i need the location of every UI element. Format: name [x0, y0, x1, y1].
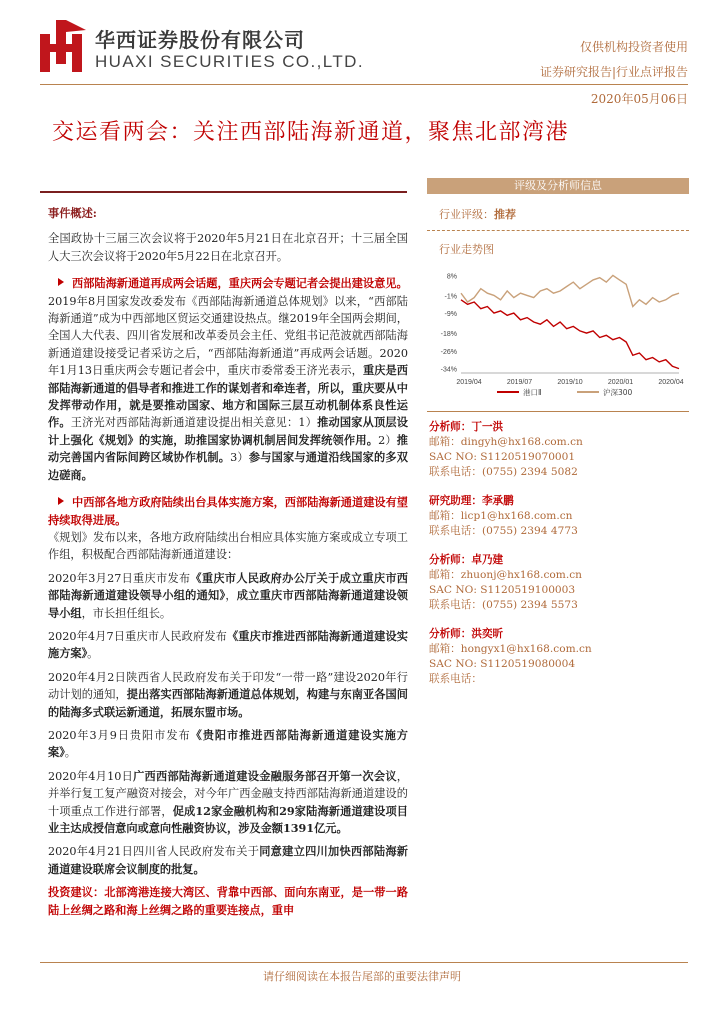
analyst-role: 分析师：洪奕昕 — [429, 628, 504, 640]
analyst-email[interactable]: 邮箱：licp1@hx168.com.cn — [429, 510, 573, 522]
text-span: 2020年4月7日重庆市人民政府发布 — [48, 629, 227, 643]
text-span: ，市长担任组长。 — [81, 606, 172, 620]
text-span: 3） — [230, 451, 249, 465]
analyst-phone: 联系电话：(0755) 2394 4773 — [429, 525, 578, 537]
investment-advice: 投资建议：北部湾港连接大湾区、背靠中西部、面向东南亚，是一带一路陆上丝绸之路和海上丝绸之路的重要连接点，重申 — [48, 885, 408, 917]
x-tick-label: 2020/04 — [658, 379, 684, 386]
summary-title: 事件概述: — [48, 206, 97, 220]
bold-span: 《重庆市人民政府办公厅关于成立重庆市西部陆海新通道建设领导小组的通知》 — [48, 570, 408, 603]
text-span: 。 — [64, 746, 76, 760]
text-span: 2） — [378, 433, 397, 447]
text-span: ， — [225, 589, 237, 603]
huaxi-logo-icon — [40, 20, 86, 72]
trend-chart — [427, 265, 689, 405]
bullet-1-body — [48, 293, 408, 484]
series-line-port — [461, 300, 679, 369]
bullet-title-2 — [48, 494, 408, 529]
rating-label: 行业评级： — [439, 208, 494, 221]
bold-span: 同意建立四川加快西部陆海新通道建设联席会议制度的批复。 — [48, 844, 408, 876]
left-column-divider — [40, 191, 407, 193]
bold-span: 重庆是西部陆海新通道的倡导者和推进工作的谋划者和牵连者，所以，重庆要从中发挥带动作用，就是要推动国家、地方和国际三层互动机制体系良性运作。 — [48, 363, 408, 430]
bold-span: 推动国家从顶层设计上强化《规划》的实施，助推国家协调机制居间发挥统领作用。 — [48, 415, 408, 447]
analyst-sac: SAC NO: S1120519080004 — [429, 658, 576, 670]
bold-span: 《贵阳市推进西部陆海新通道建设实施方案》 — [48, 727, 408, 760]
analyst-role: 分析师：丁一洪 — [429, 421, 504, 433]
analyst-email[interactable]: 邮箱：dingyh@hx168.com.cn — [429, 436, 583, 448]
audience-note: 仅供机构投资者使用 — [579, 40, 688, 54]
rating-header: 评级及分析师信息 — [427, 178, 689, 194]
analyst-role: 研究助理：李承鹏 — [429, 495, 514, 507]
legend-label: 沪深300 — [603, 388, 633, 397]
summary-text: 全国政协十三届三次会议将于2020年5月21日在北京召开；十三届全国人大三次会议将于2020年5月22日在北京召开。 — [48, 232, 408, 263]
bullet-2-intro: 《规划》发布以来，各地方政府陆续出台相应具体实施方案或成立专项工作组，积极配合西部陆海新通道建设： — [48, 530, 408, 562]
policy-item-5 — [48, 768, 408, 838]
bold-span: 促成12家金融机构和29家陆海新通道建设项目业主达成授信意向或意向性融资协议，涉及金额1391亿元。 — [48, 803, 408, 835]
legal-notice: 请仔细阅读在本报告尾部的重要法律声明 — [263, 970, 461, 983]
bullet-title-1 — [48, 275, 408, 292]
x-tick-label: 2019/04 — [456, 379, 482, 386]
y-tick-label: -18% — [440, 331, 457, 339]
triangle-bullet-icon — [58, 497, 64, 505]
analyst-phone: 联系电话：(0755) 2394 5573 — [429, 599, 578, 611]
y-tick-label: 8% — [446, 273, 457, 281]
analyst-block — [429, 494, 689, 539]
header-divider — [40, 84, 688, 85]
sidebar-divider — [427, 411, 689, 412]
x-tick-label: 2019/07 — [506, 379, 533, 386]
bold-span: 参与国家与通道沿线国家的多双边磋商。 — [48, 450, 408, 482]
report-title: 交运看两会：关注西部陆海新通道，聚焦北部湾港 — [52, 120, 570, 145]
footer-divider — [40, 962, 688, 963]
bold-span: 《重庆市推进西部陆海新通道建设实施方案》 — [48, 628, 408, 661]
report-date: 2020年05月06日 — [590, 92, 688, 106]
main-body — [48, 205, 408, 919]
text-span: 2020年3月27日重庆市发布 — [48, 571, 191, 585]
company-name-en: HUAXI SECURITIES CO.,LTD. — [95, 52, 364, 71]
bullet-title-1-text: 西部陆海新通道再成两会话题，重庆两会专题记者会提出建设意见。 — [72, 276, 408, 291]
x-tick-label: 2020/01 — [607, 379, 634, 386]
triangle-bullet-icon — [58, 278, 64, 286]
analyst-sac: SAC NO: S1120519070001 — [429, 451, 576, 463]
policy-item-3 — [48, 669, 408, 721]
analyst-role: 分析师：卓乃建 — [429, 554, 504, 566]
rating-value: 推荐 — [494, 208, 516, 221]
policy-item-4 — [48, 727, 408, 762]
text-span: 2020年4月2日陕西省人民政府发布关于印发“一带一路”建设2020年行动计划的通知， — [48, 670, 408, 702]
bold-span: 提出落实西部陆海新通道总体规划，构建与东南亚各国间的陆海多式联运新通道，拓展东盟市场。 — [48, 687, 408, 719]
analyst-block — [429, 420, 689, 480]
analyst-phone: 联系电话：(0755) 2394 5082 — [429, 466, 578, 478]
company-name-cn: 华西证券股份有限公司 — [95, 28, 305, 52]
text-span: 。 — [87, 647, 99, 661]
bold-span: 成立重庆市西部陆海新通道建设领导小组 — [48, 588, 408, 620]
policy-item-1 — [48, 570, 408, 622]
policy-item-6 — [48, 843, 408, 878]
series-line-hs300 — [461, 275, 679, 306]
bold-span: 推动完善国内省际间跨区域协作机制。 — [48, 432, 408, 465]
text-span: 2020年4月10日 — [48, 769, 134, 783]
text-span: ，并举行复工复产融资对接会，对今年广西金融支持西部陆海新通道建设的十项重点工作进行部署， — [48, 769, 408, 818]
y-tick-label: -26% — [440, 348, 457, 356]
text-span: 2019年8月国家发改委发布《西部陆海新通道总体规划》以来，“西部陆海新通道”成为中西部地区贸运交通建设热点。继2019年全国两会期间，全国人大代表、四川省发展和改革委员会主任、党组书记范波就西部陆海新通道建设接受记者采访之后，“西部陆海新通道”再成两会话题。2020年1月13日重庆两会专题记者会中，重庆市委常委王济光表示， — [48, 294, 408, 378]
analyst-email[interactable]: 邮箱：hongyx1@hx168.com.cn — [429, 643, 592, 655]
trend-label: 行业走势图 — [439, 243, 494, 256]
text-span: 2020年3月9日贵阳市发布 — [48, 728, 191, 742]
bullet-title-2-text: 中西部各地方政府陆续出台具体实施方案，西部陆海新通道建设有望持续取得进展。 — [48, 495, 408, 527]
analyst-email[interactable]: 邮箱：zhuonj@hx168.com.cn — [429, 569, 582, 581]
y-tick-label: -1% — [444, 293, 457, 301]
x-tick-label: 2019/10 — [557, 379, 583, 386]
y-tick-label: -9% — [444, 311, 457, 319]
analyst-phone: 联系电话： — [429, 673, 482, 685]
report-category: 证券研究报告|行业点评报告 — [539, 65, 688, 79]
dashed-divider — [427, 230, 689, 231]
legend-label: 港口Ⅱ — [523, 388, 542, 397]
policy-item-2 — [48, 628, 408, 663]
text-span: 2020年4月21日四川省人民政府发布关于 — [48, 845, 260, 859]
analyst-block — [429, 553, 689, 613]
analyst-sac: SAC NO: S1120519100003 — [429, 584, 576, 596]
sidebar — [427, 178, 689, 701]
industry-rating — [427, 206, 689, 222]
analyst-block — [429, 627, 689, 687]
trend-chart-svg — [427, 265, 689, 405]
bold-span: 广西西部陆海新通道建设金融服务部召开第一次会议 — [133, 768, 397, 783]
text-span: 王济光对西部陆海新通道建设提出相关意见：1） — [70, 416, 318, 430]
analyst-list — [427, 420, 689, 687]
y-tick-label: -34% — [440, 366, 457, 374]
